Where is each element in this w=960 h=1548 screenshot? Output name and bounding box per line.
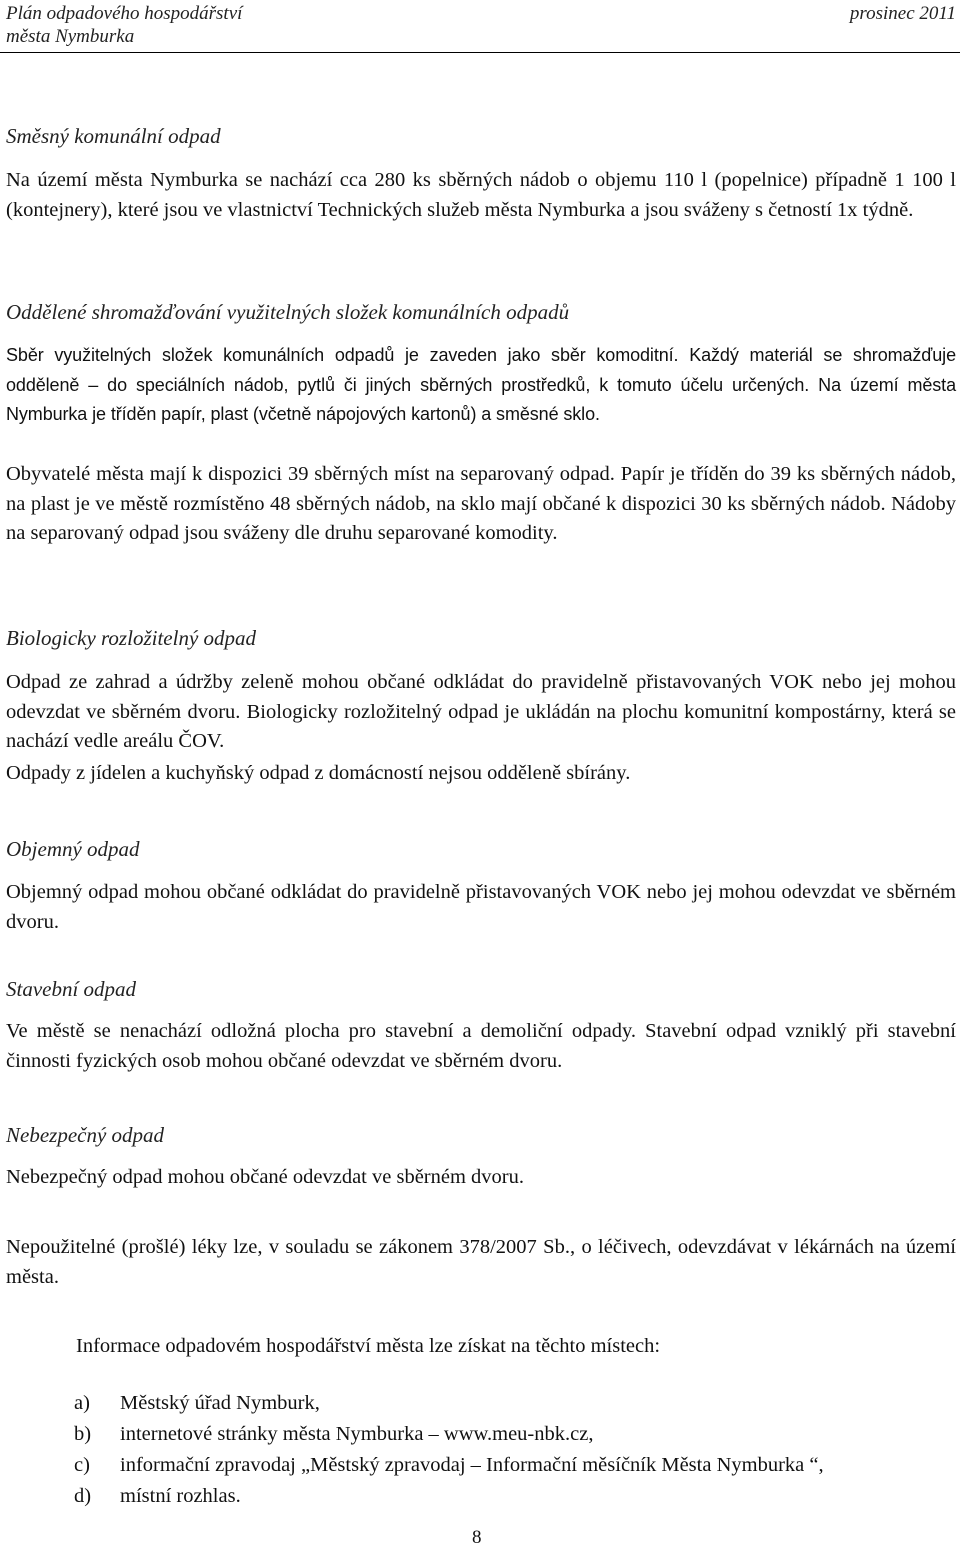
heading-oddelene: Oddělené shromažďování využitelných složek komunálních odpadů [6, 300, 570, 324]
list-item [74, 1388, 954, 1419]
header-title-line2: města Nymburka [6, 26, 135, 47]
paragraph-stavebni: Ve městě se nenachází odložná plocha pro stavební a demoliční odpady. Stavební odpad vzniklý při stavební činnosti fyzických osob mohou občané odevzdat ve sběrném dvoru. [6, 1020, 956, 1072]
list-item [74, 1419, 954, 1450]
page-number: 8 [472, 1527, 482, 1548]
list-marker: a) [74, 1392, 90, 1414]
heading-objemny: Objemný odpad [6, 837, 140, 861]
heading-stavebni: Stavební odpad [6, 977, 137, 1001]
paragraph-nebezpecny-2: Nepoužitelné (prošlé) léky lze, v souladu se zákonem 378/2007 Sb., o léčivech, odevzdávat v lékárnách na území města. [6, 1236, 956, 1288]
list-item-text: Městský úřad Nymburk, [120, 1392, 320, 1414]
header-date: prosinec 2011 [849, 3, 956, 24]
paragraph-nebezpecny-1: Nebezpečný odpad mohou občané odevzdat ve sběrném dvoru. [6, 1166, 525, 1188]
paragraph-oddelene-1: Sběr využitelných složek komunálních odpadů je zaveden jako sběr komoditní. Každý materiál se shromažďuje odděleně – do speciálních nádob, pytlů či jiných sběrných prostředků, k tomuto účelu určených. Na území města Nymburka je tříděn papír, plast (včetně nápojových kartonů) a směsné sklo. [6, 345, 956, 424]
paragraph-bio-1: Odpad ze zahrad a údržby zeleně mohou občané odkládat do pravidelně přistavovaných VOK nebo jej mohou odevzdat ve sběrném dvoru. Biologicky rozložitelný odpad je ukládán na plochu komunitní kompostárny, která se nachází vedle areálu ČOV. [6, 671, 956, 752]
info-intro: Informace odpadovém hospodářství města lze získat na těchto místech: [76, 1335, 661, 1357]
list-marker: d) [74, 1485, 92, 1507]
page-header [0, 0, 960, 52]
header-title-line1: Plán odpadového hospodářství [6, 3, 243, 24]
list-item-text: internetové stránky města Nymburka – www.meu-nbk.cz, [120, 1423, 594, 1445]
info-list [74, 1388, 954, 1512]
heading-smesny: Směsný komunální odpad [6, 124, 221, 148]
heading-nebezpecny: Nebezpečný odpad [6, 1123, 165, 1147]
list-item [74, 1450, 954, 1481]
paragraph-smesny: Na území města Nymburka se nachází cca 280 ks sběrných nádob o objemu 110 l (popelnice) případně 1 100 l (kontejnery), které jsou ve vlastnictví Technických služeb města Nymburka a jsou sváženy s četností 1x týdně. [6, 169, 956, 221]
paragraph-oddelene-2: Obyvatelé města mají k dispozici 39 sběrných míst na separovaný odpad. Papír je tříděn do 39 ks sběrných nádob, na plast je ve městě rozmístěno 48 sběrných nádob, na sklo mají občané k dispozici 30 ks sběrných nádob. Nádoby na separovaný odpad jsou sváženy dle druhu separované komodity. [6, 463, 956, 544]
list-marker: b) [74, 1423, 92, 1445]
list-item-text: místní rozhlas. [120, 1485, 241, 1507]
list-marker: c) [74, 1454, 90, 1476]
paragraph-bio-2: Odpady z jídelen a kuchyňský odpad z domácností nejsou odděleně sbírány. [6, 762, 631, 784]
paragraph-objemny: Objemný odpad mohou občané odkládat do pravidelně přistavovaných VOK nebo jej mohou odevzdat ve sběrném dvoru. [6, 881, 956, 933]
header-title [6, 2, 242, 48]
list-item-text: informační zpravodaj „Městský zpravodaj – Informační měsíčník Města Nymburka “, [120, 1454, 824, 1476]
heading-bio: Biologicky rozložitelný odpad [6, 626, 257, 650]
list-item [74, 1481, 954, 1512]
header-divider [0, 52, 960, 53]
